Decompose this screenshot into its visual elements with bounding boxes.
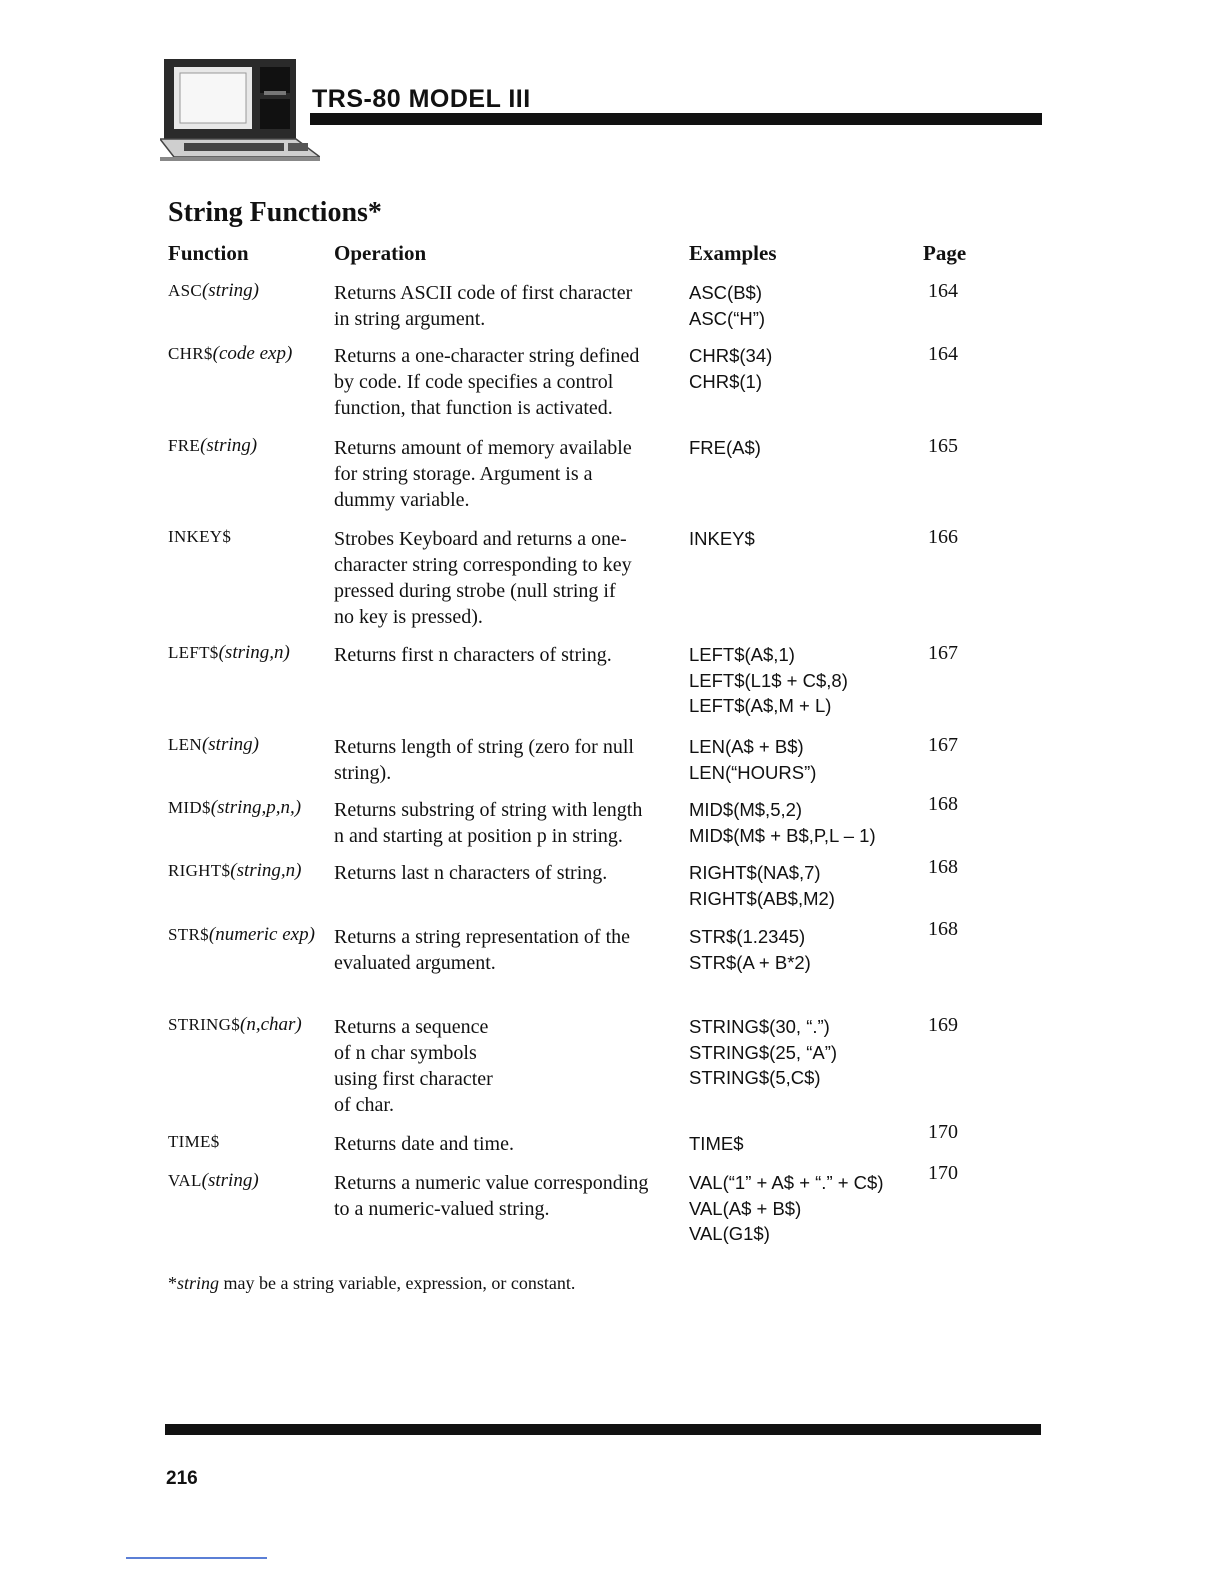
example-code: CHR$(34) — [689, 345, 773, 366]
operation-description — [334, 526, 679, 630]
function-signature — [168, 343, 292, 365]
header-title: TRS-80 MODEL III — [312, 85, 531, 113]
footer-rule — [165, 1424, 1041, 1435]
example-code: STRING$(25, “A”) — [689, 1041, 838, 1063]
examples-list — [689, 1170, 884, 1247]
operation-description — [334, 797, 679, 849]
function-signature — [168, 924, 315, 946]
operation-line: n and starting at position p in string. — [334, 825, 623, 847]
operation-line: of n char symbols — [334, 1042, 477, 1064]
function-args: (string) — [201, 734, 259, 755]
footnote-term: string — [177, 1273, 220, 1293]
function-name: VAL — [168, 1171, 202, 1190]
function-signature — [168, 1131, 220, 1153]
operation-line: of char. — [334, 1094, 394, 1116]
function-name: STR$ — [168, 925, 209, 944]
operation-line: Returns a one-character string defined — [334, 345, 640, 367]
operation-line: using first character — [334, 1068, 493, 1090]
operation-line: Returns amount of memory available — [334, 437, 632, 459]
function-args: (code exp) — [212, 343, 293, 364]
example-code: STRING$(5,C$) — [689, 1067, 821, 1088]
examples-list — [689, 343, 772, 394]
example-code: STR$(1.2345) — [689, 926, 806, 947]
page-reference: 166 — [928, 526, 958, 548]
examples-list — [689, 526, 755, 552]
page-reference: 170 — [928, 1121, 958, 1143]
operation-line: for string storage. Argument is a — [334, 463, 593, 485]
example-code: RIGHT$(AB$,M2) — [689, 887, 835, 909]
function-args: (n,char) — [240, 1014, 302, 1035]
operation-description — [334, 642, 679, 668]
footer-mark — [126, 1557, 267, 1559]
example-code: MID$(M$,5,2) — [689, 799, 803, 820]
operation-line: Returns substring of string with length — [334, 799, 643, 821]
operation-line: Returns length of string (zero for null — [334, 736, 634, 758]
operation-line: Returns first n characters of string. — [334, 644, 612, 666]
column-header-operation: Operation — [334, 241, 427, 265]
page-reference: 164 — [928, 280, 958, 302]
operation-line: Returns date and time. — [334, 1133, 514, 1155]
example-code: LEN(“HOURS”) — [689, 761, 817, 783]
operation-description — [334, 860, 679, 886]
operation-line: string). — [334, 762, 392, 784]
page-header — [160, 55, 1045, 165]
example-code: LEFT$(A$,1) — [689, 644, 795, 665]
operation-line: Returns a sequence — [334, 1016, 489, 1038]
examples-list — [689, 1131, 743, 1157]
header-rule — [310, 113, 1042, 125]
example-code: CHR$(1) — [689, 370, 762, 392]
function-name: TIME$ — [168, 1132, 220, 1151]
operation-description — [334, 343, 679, 421]
operation-description — [334, 280, 679, 332]
function-args: (numeric exp) — [208, 924, 315, 945]
page-number: 216 — [166, 1468, 198, 1489]
operation-line: character string corresponding to key — [334, 554, 632, 576]
operation-line: in string argument. — [334, 308, 486, 330]
function-name: LEN — [168, 735, 202, 754]
function-name: RIGHT$ — [168, 861, 231, 880]
function-args: (string) — [200, 435, 258, 456]
function-name: MID$ — [168, 798, 211, 817]
examples-list — [689, 924, 811, 975]
page-reference: 168 — [928, 918, 958, 940]
examples-list — [689, 642, 848, 719]
function-signature — [168, 642, 290, 664]
footnote — [168, 1273, 575, 1294]
examples-list — [689, 860, 835, 911]
operation-line: pressed during strobe (null string if — [334, 580, 616, 602]
example-code: STRING$(30, “.”) — [689, 1016, 830, 1037]
function-signature — [168, 435, 257, 457]
function-name: LEFT$ — [168, 643, 219, 662]
function-args: (string,n) — [230, 860, 302, 881]
example-code: INKEY$ — [689, 528, 755, 549]
function-args: (string) — [201, 280, 259, 301]
operation-description — [334, 1170, 679, 1222]
example-code: RIGHT$(NA$,7) — [689, 862, 821, 883]
function-signature — [168, 1170, 259, 1192]
operation-line: Returns a numeric value corresponding — [334, 1172, 649, 1194]
example-code: STR$(A + B*2) — [689, 951, 811, 973]
example-code: TIME$ — [689, 1133, 744, 1154]
page-reference: 168 — [928, 856, 958, 878]
example-code: VAL(“1” + A$ + “.” + C$) — [689, 1172, 884, 1193]
function-signature — [168, 526, 231, 548]
page-reference: 170 — [928, 1162, 958, 1184]
examples-list — [689, 797, 876, 848]
example-code: LEN(A$ + B$) — [689, 736, 804, 757]
page-reference: 167 — [928, 642, 958, 664]
function-args: (string,p,n,) — [210, 797, 302, 818]
page-reference: 168 — [928, 793, 958, 815]
operation-line: function, that function is activated. — [334, 397, 613, 419]
example-code: LEFT$(A$,M + L) — [689, 695, 832, 716]
column-header-function: Function — [168, 241, 249, 265]
operation-line: Returns last n characters of string. — [334, 862, 608, 884]
examples-list — [689, 1014, 837, 1091]
examples-list — [689, 734, 816, 785]
example-code: VAL(A$ + B$) — [689, 1197, 802, 1219]
operation-line: Returns ASCII code of first character — [334, 282, 633, 304]
computer-icon — [160, 55, 320, 165]
page-reference: 169 — [928, 1014, 958, 1036]
operation-line: Strobes Keyboard and returns a one- — [334, 528, 627, 550]
function-name: FRE — [168, 436, 201, 455]
examples-list — [689, 280, 765, 331]
examples-list — [689, 435, 761, 461]
function-signature — [168, 280, 259, 302]
example-code: MID$(M$ + B$,P,L – 1) — [689, 824, 876, 846]
operation-description — [334, 1014, 679, 1118]
function-args: (string) — [201, 1170, 259, 1191]
footnote-marker: * — [168, 1273, 177, 1293]
column-header-examples: Examples — [689, 241, 777, 265]
operation-line: dummy variable. — [334, 489, 470, 511]
operation-description — [334, 1131, 679, 1157]
function-signature — [168, 1014, 302, 1036]
example-code: ASC(“H”) — [689, 307, 766, 329]
function-signature — [168, 734, 259, 756]
operation-line: to a numeric-valued string. — [334, 1198, 550, 1220]
page-reference: 167 — [928, 734, 958, 756]
example-code: FRE(A$) — [689, 437, 761, 458]
operation-description — [334, 924, 679, 976]
function-name: ASC — [168, 281, 202, 300]
function-signature — [168, 797, 301, 819]
operation-description — [334, 435, 679, 513]
example-code: VAL(G1$) — [689, 1223, 770, 1244]
function-signature — [168, 860, 302, 882]
operation-line: evaluated argument. — [334, 952, 496, 974]
function-name: CHR$ — [168, 344, 213, 363]
column-header-page: Page — [923, 241, 967, 265]
page-reference: 164 — [928, 343, 958, 365]
page-reference: 165 — [928, 435, 958, 457]
operation-description — [334, 734, 679, 786]
footnote-text: may be a string variable, expression, or constant. — [219, 1273, 576, 1293]
example-code: ASC(B$) — [689, 282, 762, 303]
example-code: LEFT$(L1$ + C$,8) — [689, 669, 848, 691]
operation-line: by code. If code specifies a control — [334, 371, 614, 393]
operation-line: Returns a string representation of the — [334, 926, 631, 948]
section-title: String Functions* — [168, 197, 382, 228]
function-name: STRING$ — [168, 1015, 240, 1034]
function-name: INKEY$ — [168, 527, 232, 546]
operation-line: no key is pressed). — [334, 606, 483, 628]
function-args: (string,n) — [218, 642, 290, 663]
